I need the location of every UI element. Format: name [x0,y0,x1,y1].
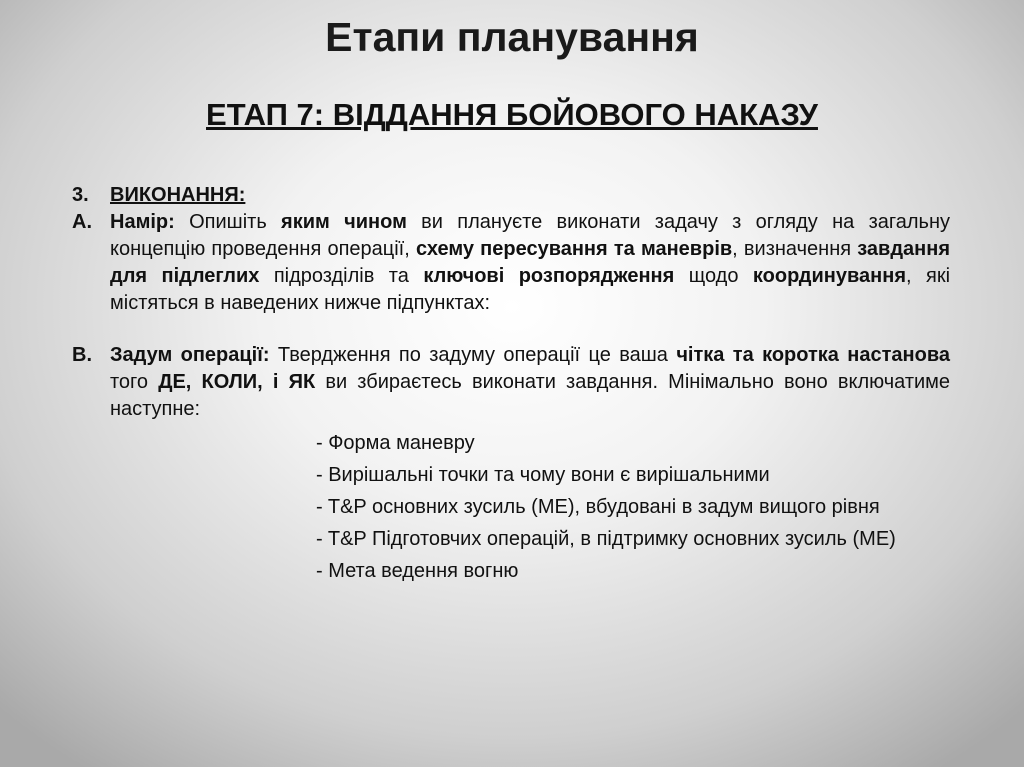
item-a-bold-1: яким чином [281,211,407,233]
spacer [72,317,950,342]
section-3 [72,182,950,209]
item-b-text-2: того [110,371,159,393]
item-a-marker: А. [72,211,92,233]
item-b-bold-1: чітка та коротка настанова [676,344,950,366]
bullet-item: - Форма маневру [316,432,475,454]
slide-subtitle: ЕТАП 7: ВІДДАННЯ БОЙОВОГО НАКАЗУ [206,97,818,132]
slide-title: Етапи планування [325,14,699,60]
item-b-marker: В. [72,344,92,366]
item-a-text-1: Опишіть [174,211,282,233]
item-a-text-2: ви плануєте виконати задачу з огляду на загальну концепцію проведення операції, [110,211,950,260]
item-b-text-3: ви збираєтесь виконати завдання. Мінімально воно включатиме наступне: [110,371,951,420]
item-a-text-4: підрозділів та [259,265,424,287]
item-a-bold-2: схему пересування та маневрів [415,238,733,260]
item-b-bullets [278,427,950,587]
item-a-bold-4: ключові розпорядження [423,265,675,287]
item-a-text-5: щодо [674,265,753,287]
item-a [72,209,950,317]
section-3-heading: ВИКОНАННЯ: [110,184,246,206]
item-a-bold-3: завдання для підлеглих [110,238,950,287]
item-a-label: Намір: [110,211,175,233]
bullet-item: - T&P основних зусиль (МЕ), вбудовані в задум вищого рівня [316,496,880,518]
slide-body [72,182,950,587]
item-a-text-6: , які містяться в наведених нижче підпунктах: [110,265,951,314]
item-b-label: Задум операції: [110,344,270,366]
item-b-text-1: Твердження по задуму операції це ваша [269,344,677,366]
item-b-bold-2: ДЕ, КОЛИ, і ЯК [158,371,316,393]
bullet-item: - T&P Підготовчих операцій, в підтримку основних зусиль (МЕ) [316,528,896,550]
item-b [72,342,950,423]
item-a-bold-5: координування [752,265,906,287]
section-3-marker: 3. [72,184,89,206]
item-a-text-3: , визначення [732,238,858,260]
bullet-item: - Мета ведення вогню [316,560,519,582]
bullet-item: - Вирішальні точки та чому вони є вирішальними [316,464,770,486]
